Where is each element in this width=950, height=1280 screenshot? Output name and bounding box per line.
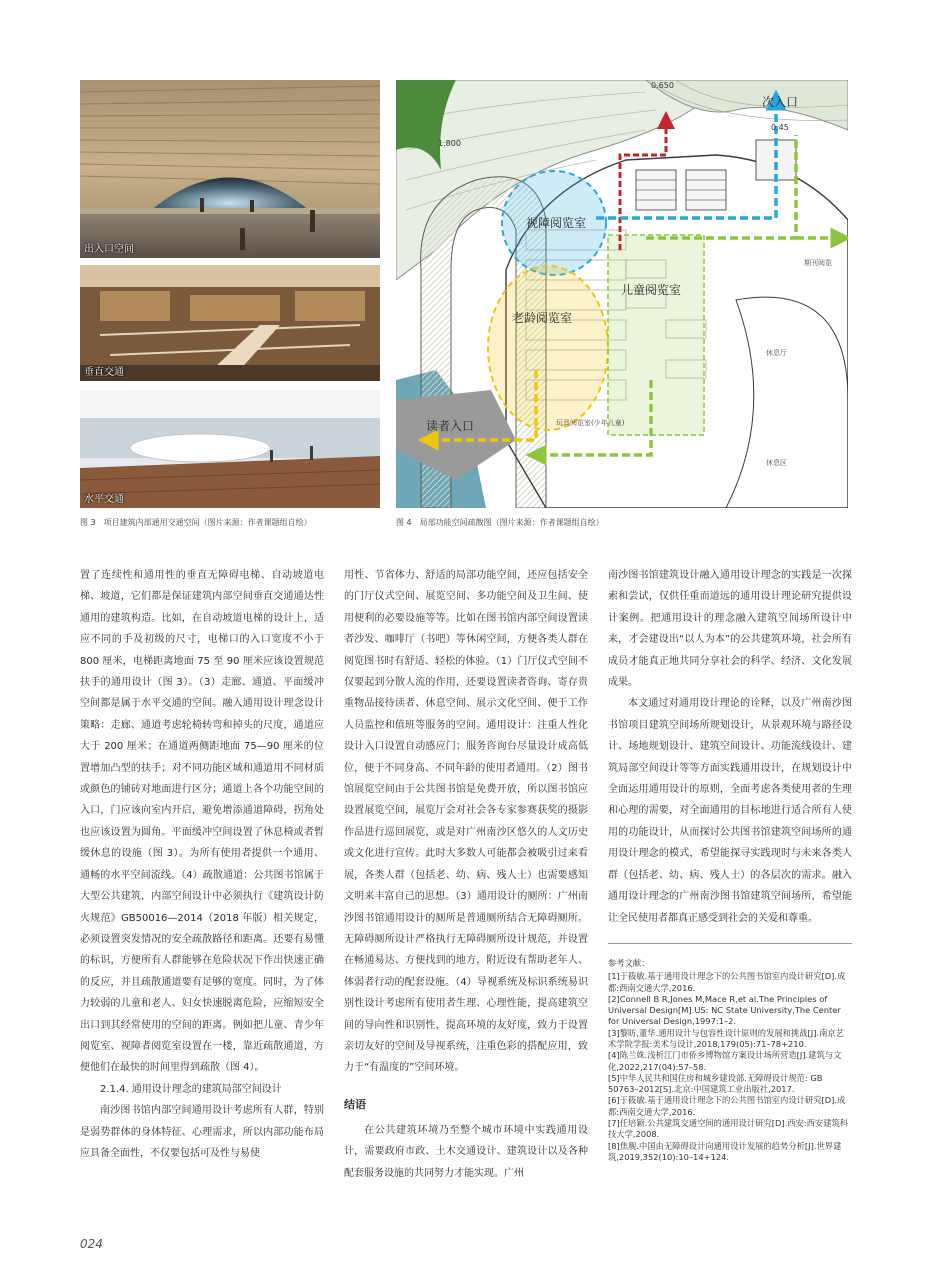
reference-item: [1]于筱敏.基于通用设计理念下的公共图书馆室内设计研究[D].成都:西南交通大学,2016.: [608, 971, 846, 993]
elevation-0650: 0.650: [651, 81, 674, 90]
evacuation-floor-plan: [396, 80, 848, 508]
reference-item: [8]焦舰.中国由无障碍设计向通用设计发展的趋势分析[J].世界建筑,2019,352(10):10–14+124.: [608, 1140, 842, 1162]
col2-paragraph-1: 用性、节省体力、舒适的局部功能空间，还应包括安全的门厅仪式空间、展览空间、多功能空间及卫生间、使用便利的必要设施等等。比如在图书馆内部空间设置读者沙发、咖啡厅（书吧）等休闲空间，方便各类人群在阅览图书时有舒适、轻松的体验。（1）门厅仪式空间不仅要起到分散人流的作用，还要设置读者咨询、寄存贵重物品接待读者、休息空间、展示文化空间、便于工作人员监控和值班等服务的空间。通用设计：注重人性化设计入口设置自动感应门；服务咨询台尽量设计成高低位，便于不同身高、不同年龄的使用者通用。（2）图书馆展览空间由于公共图书馆是免费开放，所以图书馆应设置展览空间，展览厅会对社会各专家参赛获奖的摄影作品进行巡回展览，或是对广州南沙区悠久的人文历史或文化进行宣传。此时大多数人可能都会被吸引过来看展，各类人群（包括老、幼、病、残人士）也需要感知文明来丰富自己的思想。（3）通用设计的厕所：广州南沙图书馆通用设计的厕所是普通厕所结合无障碍厕所。无障碍厕所设计严格执行无障碍厕所设计规范，并设置在畅通易达、方便找到的地方，附近设有帮助老年人、体弱者行动的配套设施。（4）导视系统及标识系统易识别性设计考虑所有使用者生理、心理性能，提高建筑空间的导向性和识别性，提高环境的友好度，致力于设置亲切友好的空间及导视系统，注重色彩的搭配应用，致力于“有温度的”空间环境。: [344, 570, 588, 1074]
page-number: 024: [80, 1237, 103, 1251]
photo-entrance-space: [80, 80, 380, 258]
figure4-caption: 图 4 局部功能空间疏散图（图片来源：作者课题组自绘）: [396, 518, 604, 527]
photo-vertical-traffic: [80, 265, 380, 381]
col1-heading: 2.1.4. 通用设计理念的建筑局部空间设计: [100, 1083, 282, 1095]
label-visual-impaired-room: 视障阅览室: [526, 216, 587, 230]
references: [608, 958, 852, 1163]
col3-paragraph-2: 本文通过对通用设计理论的诠释，以及广州南沙图书馆项目建筑空间场所规划设计，从景观环境与路径设计、场地规划设计、建筑空间设计、功能流线设计、建筑局部空间设计等等方面实践通用设计，在规划设计中全面运用通用设计的原则，全面考虑各类使用者的生理和心理的需要，对全面通用的目标地进行适合所有人使用的功能设计，从而探讨公共图书馆建筑空间场所的通用设计理念的模式，希望能探寻实践现时与未来各类人群（包括老、幼、病、残人士）的各层次的需求。融入通用设计理念的广州南沙图书馆建筑空间场所，希望能让全民使用者都真正感受到社会的关爱和尊重。: [608, 698, 852, 924]
reference-item: [6]于筱敏.基于通用设计理念下的公共图书馆室内设计研究[D].成都:西南交通大学,2016.: [608, 1095, 846, 1117]
reference-item: [4]陈兰姝.浅析江门市侨乡博物馆方案设计场所营造[J].建筑与文化,2022,217(04):57–58.: [608, 1050, 842, 1072]
label-rest-area: 休息区: [766, 459, 787, 467]
label-rest-hall: 休息厅: [766, 349, 787, 357]
figure3-caption: 图 3 项目建筑内部通用交通空间（图片来源：作者课题组自绘）: [80, 518, 312, 527]
col1-paragraph-2: 南沙图书馆内部空间通用设计考虑所有人群，特别是弱势群体的身体特征、心理需求，所以内部功能布局应具备全面性，不仅要包括可及性与易使: [80, 1105, 324, 1159]
text-column-2: [344, 565, 588, 1184]
text-column-3: [608, 565, 852, 1163]
label-secondary-entrance: 次入口: [762, 95, 799, 109]
elevation-045: 0.45: [771, 123, 789, 132]
references-title: 参考文献：: [608, 957, 650, 968]
elevation-1800: 1.800: [438, 139, 461, 148]
reference-item: [5]中华人民共和国住房和城乡建设部.无障碍设计规范: GB 50763–2012[S].北京:中国建筑工业出版社,2017.: [608, 1072, 823, 1095]
col2-paragraph-2: 在公共建筑环境乃至整个城市环境中实践通用设计，需要政府市政、土木交通设计、建筑设计以及各种配套服务设施的共同努力才能实现。广州: [344, 1124, 588, 1179]
photo-horizontal-traffic: [80, 390, 380, 508]
reference-item: [2]Connell B R,Jones M,Mace R,et al.The Principles of Universal Design[M].US: NC State University,The Center for Universal Design,1997:1–2.: [608, 993, 841, 1027]
photo-label-vertical: 垂直交通: [84, 367, 124, 378]
photo-label-entrance: 出入口空间: [84, 244, 134, 255]
conclusion-heading: 结语: [344, 1097, 366, 1111]
label-reader-entrance: 读者入口: [426, 419, 475, 433]
col1-paragraph-1: 置了连续性和通用性的垂直无障碍电梯、自动坡道电梯、坡道，它们都是保证建筑内部空间垂直交通通达性通用的建筑构造。比如，在自动坡道电梯的设计上，适应不同的手及初级的尺寸，电梯口的入口宽度不小于 800 厘米，电梯距离地面 75 至 90 厘米应该设置规范扶手的通用设计（图 3）。（3）走廊、通道、平面缓冲空间都是属于水平交通的空间。融入通用设计理念设计策略：走廊、通道考虑轮椅转弯和掉头的尺度，通道应大于 200 厘米；在通道两侧距地面 75—90 厘米的位置增加凸型的扶手；对不同功能区域和通道用不同材质或颜色的铺砖对地面进行区分；通道上各个功能空间的入口，门应该向室内开启，避免增添通道障碍，拐角处也应该设置为圆角。平面缓冲空间设置了休息椅或者暂缓休息的设施（图 3）。为所有使用者提供一个通用、通畅的水平空间流线。（4）疏散通道：公共图书馆属于大型公共建筑，内部空间设计中必须执行《建筑设计防火规范》GB50016—2014（2018 年版）相关规定，必须设置突发情况的安全疏散路径和距离。还要有易懂的标识，方便所有人群能够在危险状况下作出快速正确的反应，并且疏散通道要有足够的宽度。同时，为了体力较弱的儿童和老人、妇女快速脱离危险，应缩短安全出口到其经常使用的空间的距离。例如把儿童、青少年阅览室、视障者阅览室设置在一楼，靠近疏散通道，方便他们在最快的时间里得到疏散（图 4）。: [80, 570, 324, 1074]
col3-paragraph-1: 南沙图书馆建筑设计融入通用设计理念的实践是一次探索和尝试，仅供任重而道远的通用设计理论研究提供设计案例。把通用设计的理念融入建筑空间场所设计中来，才会建设出“以人为本”的公共建筑环境，社会所有成员才能真正地共同分享社会的科学、经济、文化发展成果。: [608, 570, 852, 689]
text-column-1: [80, 565, 324, 1164]
reference-item: [7]任培颖.公共建筑交通空间的通用设计研究[D].西安:西安建筑科技大学,2008.: [608, 1118, 849, 1140]
references-divider: [608, 943, 852, 944]
label-toy-area: 玩具阅览室(少年儿童): [556, 419, 625, 427]
label-periodical: 期刊阅览: [804, 259, 832, 267]
label-elderly-room: 老龄阅览室: [512, 311, 573, 325]
photo-label-horizontal: 水平交通: [84, 494, 124, 505]
label-children-room: 儿童阅览室: [621, 283, 682, 297]
reference-item: [3]黎昉,董华.通用设计与包容性设计原则的发展和挑战[J].南京艺术学院学报:美术与设计,2018,179(05):71–78+210.: [608, 1027, 845, 1049]
